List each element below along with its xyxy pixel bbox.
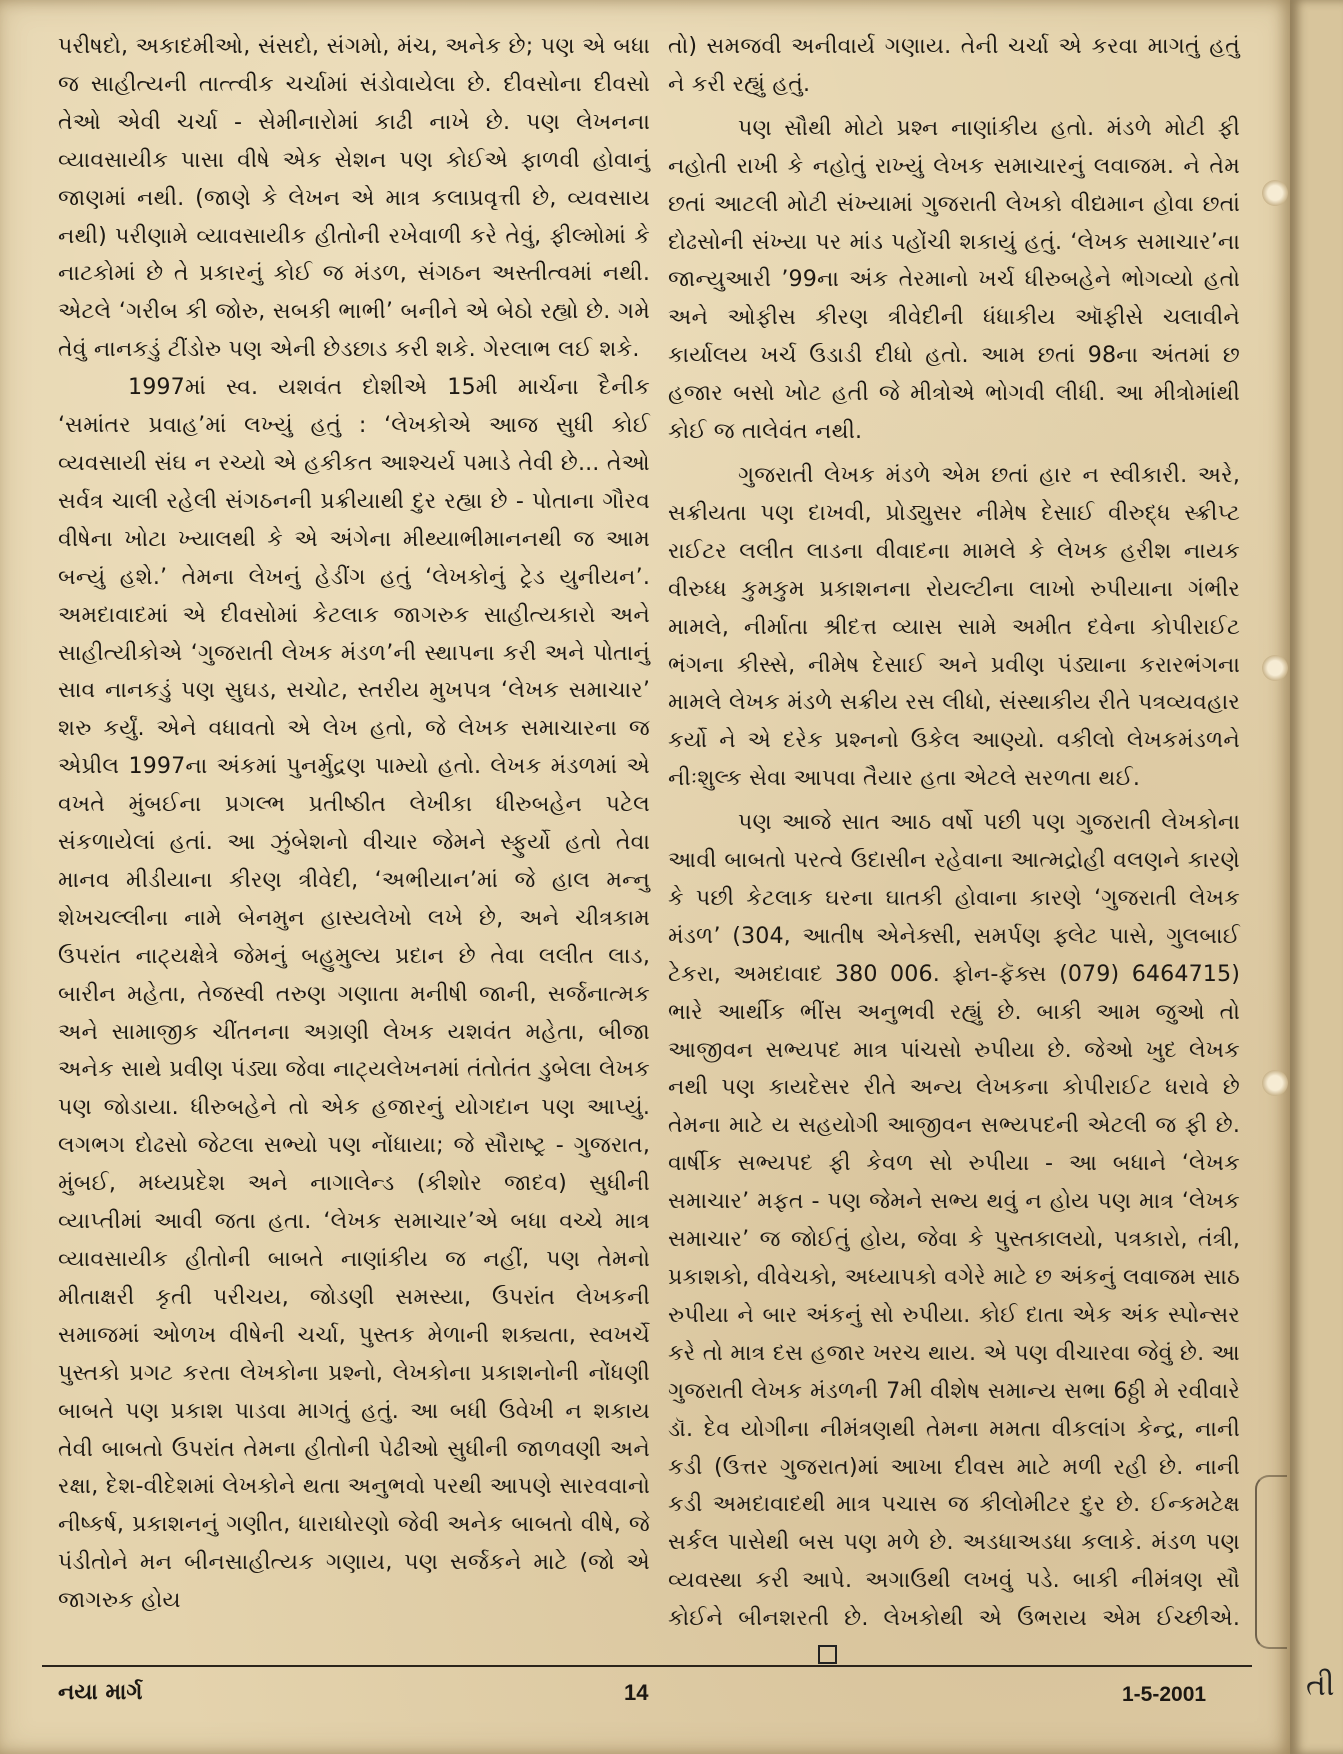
adjacent-page-text: તી <box>1306 1668 1335 1703</box>
page-crease <box>1255 1475 1287 1649</box>
magazine-name: નયા માર્ગ <box>58 1680 143 1705</box>
article-final-text: પણ આજે સાત આઠ વર્ષો પછી પણ ગુજરાતી લેખકોના આવી બાબતો પરત્વે ઉદાસીન રહેવાના આત્મદ્રોહી વલણને કારણે કે પછી કેટલાક ઘરના ઘાતકી હોવાના કારણે ‘ગુજરાતી લેખક મંડળ’ (304, આતીષ એનેક્સી, સમર્પણ ફ્લેટ પાસે, ગુલબાઈ ટેકરા, અમદાવાદ 380 006. ફોન-ફૅક્સ (079) 6464715) ભારે આર્થીક ભીંસ અનુભવી રહ્યું છે. બાકી આમ જુઓ તો આજીવન સભ્યપદ માત્ર પાંચસો રુપીયા છે. જેઓ ખુદ લેખક નથી પણ કાયદેસર રીતે અન્ય લેખકના કોપીરાઈટ ધરાવે છે તેમના માટે ય સહયોગી આજીવન સભ્યપદની એટલી જ ફી છે. વાર્ષીક સભ્યપદ ફી કેવળ સો રુપીયા - આ બધાને ‘લેખક સમાચાર’ મફત - પણ જેમને સભ્ય થવું ન હોય પણ માત્ર ‘લેખક સમાચાર’ જ જોઈતું હોય, જેવા કે પુસ્તકાલયો, પત્રકારો, તંત્રી, પ્રકાશકો, વીવેચકો, અધ્યાપકો વગેરે માટે છ અંકનું લવાજમ સાઠ રુપીયા ને બાર અંકનું સો રુપીયા. કોઈ દાતા એક અંક સ્પોન્સર કરે તો માત્ર દસ હજાર ખરચ થાય. એ પણ વીચારવા જેવું છે. આ ગુજરાતી લેખક મંડળની 7મી વીશેષ સમાન્ય સભા 6ઠ્ઠી મે રવીવારે ડૉ. દેવ યોગીના નીમંત્રણથી તેમના મમતા વીકલાંગ કેન્દ્ર, નાની કડી (ઉત્તર ગુજરાત)માં આખા દીવસ માટે મળી રહી છે. નાની કડી અમદાવાદથી માત્ર પચાસ જ કીલોમીટર દુર છે. ઈન્કમટેક્ષ સર્કલ પાસેથી બસ પણ મળે છે. અડધાઅડધા કલાકે. મંડળ પણ વ્યવસ્થા કરી આપે. અગાઉથી લખવું પડે. બાકી નીમંત્રણ સૌ કોઈને બીનશરતી છે. લેખકોથી એ ઉભરાય એમ ઈચ્છીએ. <box>668 809 1240 1632</box>
article-paragraph: 1997માં સ્વ. યશવંત દોશીએ 15મી માર્ચના દૈનીક ‘સમાંતર પ્રવાહ’માં લખ્યું હતું : ‘લેખકોએ આજ સુધી કોઈ વ્યવસાયી સંઘ ન રચ્યો એ હકીકત આશ્ચર્ય પમાડે તેવી છે... તેઓ સર્વત્ર ચાલી રહેલી સંગઠનની પ્રક્રીયાથી દુર રહ્યા છે - પોતાના ગૌરવ વીષેના ખોટા ખ્યાલથી કે એ અંગેના મીથ્યાભીમાનનથી જ આમ બન્યું હશે.’ તેમના લેખનું હેડીંગ હતું ‘લેખકોનું ટ્રેડ યુનીયન’. અમદાવાદમાં એ દીવસોમાં કેટલાક જાગરુક સાહીત્યકારો અને સાહીત્યીકોએ ‘ગુજરાતી લેખક મંડળ’ની સ્થાપના કરી અને પોતાનું સાવ નાનકડું પણ સુઘડ, સચોટ, સ્તરીય મુખપત્ર ‘લેખક સમાચાર’ શરુ કર્યું. એને વધાવતો એ લેખ હતો, જે લેખક સમાચારના જ એપ્રીલ 1997ના અંકમાં પુનર્મુદ્રણ પામ્યો હતો. લેખક મંડળમાં એ વખતે મુંબઈના પ્રગલ્ભ પ્રતીષ્ઠીત લેખીકા ધીરુબહેન પટેલ સંકળાયેલાં હતાં. આ ઝુંબેશનો વીચાર જેમને સ્ફુર્યો હતો તેવા માનવ મીડીયાના કીરણ ત્રીવેદી, ‘અભીયાન’માં જે હાલ મન્નુ શેખચલ્લીના નામે બેનમુન હાસ્યલેખો લખે છે, અને ચીત્રકામ ઉપરાંત નાટ્યક્ષેત્રે જેમનું બહુમુલ્ય પ્રદાન છે તેવા લલીત લાડ, બારીન મહેતા, તેજસ્વી તરુણ ગણાતા મનીષી જાની, સર્જનાત્મક અને સામાજીક ચીંતનના અગ્રણી લેખક યશવંત મહેતા, બીજા અનેક સાથે પ્રવીણ પંડ્યા જેવા નાટ્યલેખનમાં તંતોતંત ડુબેલા લેખક પણ જોડાયા. ધીરુબહેને તો એક હજારનું યોગદાન પણ આપ્યું. લગભગ દોઢસો જેટલા સભ્યો પણ નોંધાયા; જે સૌરાષ્ટ્ર - ગુજરાત, મુંબઈ, મધ્યપ્રદેશ અને નાગાલેન્ડ (કીશોર જાદવ) સુધીની વ્યાપ્તીમાં આવી જતા હતા. ‘લેખક સમાચાર’એ બધા વચ્ચે માત્ર વ્યાવસાયીક હીતોની બાબતે નાણાંકીય જ નહીં, પણ તેમનો મીતાક્ષરી કૃતી પરીચય, જોડણી સમસ્યા, ઉપરાંત લેખકની સમાજમાં ઓળખ વીષેની ચર્ચા, પુસ્તક મેળાની શક્યતા, સ્વખર્ચે પુસ્તકો પ્રગટ કરતા લેખકોના પ્રશ્નો, લેખકોના પ્રકાશનોની નોંધણી બાબતે પણ પ્રકાશ પાડવા માગતું હતું. આ બધી ઉવેખી ન શકાય તેવી બાબતો ઉપરાંત તેમના હીતોની પેઢીઓ સુધીની જાળવણી અને રક્ષા, દેશ-વીદેશમાં લેખકોને થતા અનુભવો પરથી આપણે સારવવાનો નીષ્કર્ષ, પ્રકાશનનું ગણીત, ધારાધોરણો જેવી અનેક બાબતો વીષે, જે પંડીતોને મન બીનસાહીત્યક ગણાય, પણ સર્જકને માટે (જો એ જાગરુક હોય <box>58 374 650 1614</box>
article-paragraph: પરીષદો, અકાદમીઓ, સંસદો, સંગમો, મંચ, અનેક છે; પણ એ બધા જ સાહીત્યની તાત્ત્વીક ચર્ચામાં સંડોવાયેલા છે. દીવસોના દીવસો તેઓ એવી ચર્ચા - સેમીનારોમાં કાઢી નાખે છે. પણ લેખનના વ્યાવસાયીક પાસા વીષે એક સેશન પણ કોઈએ ફાળવી હોવાનું જાણમાં નથી. (જાણે કે લેખન એ માત્ર કલાપ્રવૃત્તી છે, વ્યવસાય નથી) પરીણામે વ્યાવસાયીક હીતોની રખેવાળી કરે તેવું, ફીલ્મોમાં કે નાટકોમાં છે તે પ્રકારનું કોઈ જ મંડળ, સંગઠન અસ્તીત્વમાં નથી. એટલે ‘ગરીબ કી જોરુ, સબકી ભાભી’ બનીને એ બેઠો રહ્યો છે. ગમે તેવું નાનકડું ટીંડોરુ પણ એની છેડછાડ કરી શકે. ગેરલાભ લઈ શકે. <box>58 33 650 363</box>
article-paragraph: તો) સમજવી અનીવાર્ય ગણાય. તેની ચર્ચા એ કરવા માગતું હતું ને કરી રહ્યું હતું. <box>668 33 1240 97</box>
binding-hole <box>1262 180 1288 206</box>
adjacent-page-edge <box>1290 0 1343 1754</box>
article-paragraph: પણ સૌથી મોટો પ્રશ્ન નાણાંકીય હતો. મંડળે મોટી ફી નહોતી રાખી કે નહોતું રાખ્યું લેખક સમાચારનું લવાજમ. ને તેમ છતાં આટલી મોટી સંખ્યામાં ગુજરાતી લેખકો વીદ્યમાન હોવા છતાં દોઢસોની સંખ્યા પર માંડ પહોંચી શકાયું હતું. ‘લેખક સમાચાર’ના જાન્યુઆરી ’99ના અંક તેરમાનો ખર્ચ ધીરુબહેને ભોગવ્યો હતો અને ઓફીસ કીરણ ત્રીવેદીની ધંધાકીય ઑફીસે ચલાવીને કાર્યાલય ખર્ચ ઉડાડી દીધો હતો. આમ છતાં 98ના અંતમાં છ હજાર બસો ખોટ હતી જે મીત્રોએ ભોગવી લીધી. આ મીત્રોમાંથી કોઈ જ તાલેવંત નથી. <box>668 114 1240 445</box>
binding-hole <box>1262 655 1288 681</box>
end-of-article-mark <box>818 1645 837 1664</box>
article-left-column <box>58 28 650 1620</box>
page-number: 14 <box>624 1680 649 1705</box>
article-paragraph-final <box>668 804 1240 1676</box>
article-paragraph: ગુજરાતી લેખક મંડળે એમ છતાં હાર ન સ્વીકારી. અરે, સક્રીયતા પણ દાખવી, પ્રોડ્યુસર નીમેષ દેસાઈ વીરુદ્ધ સ્ક્રીપ્ટ રાઈટર લલીત લાડના વીવાદના મામલે કે લેખક હરીશ નાયક વીરુધ્ધ કુમકુમ પ્રકાશનના રોયલ્ટીના લાખો રુપીયાના ગંભીર મામલે, નીર્માતા શ્રીદત્ત વ્યાસ સામે અમીત દવેના કોપીરાઈટ ભંગના કીસ્સે, નીમેષ દેસાઈ અને પ્રવીણ પંડ્યાના કરારભંગના મામલે લેખક મંડળે સક્રીય રસ લીધો, સંસ્થાકીય રીતે પત્રવ્યવહાર કર્યો ને એ દરેક પ્રશ્નનો ઉકેલ આણ્યો. વકીલો લેખકમંડળને નીઃશુલ્ક સેવા આપવા તૈયાર હતા એટલે સરળતા થઈ. <box>668 461 1240 792</box>
issue-date: 1-5-2001 <box>1122 1683 1207 1706</box>
footer-divider <box>42 1665 1252 1667</box>
binding-hole <box>1262 1070 1288 1096</box>
article-right-column <box>668 28 1240 1676</box>
